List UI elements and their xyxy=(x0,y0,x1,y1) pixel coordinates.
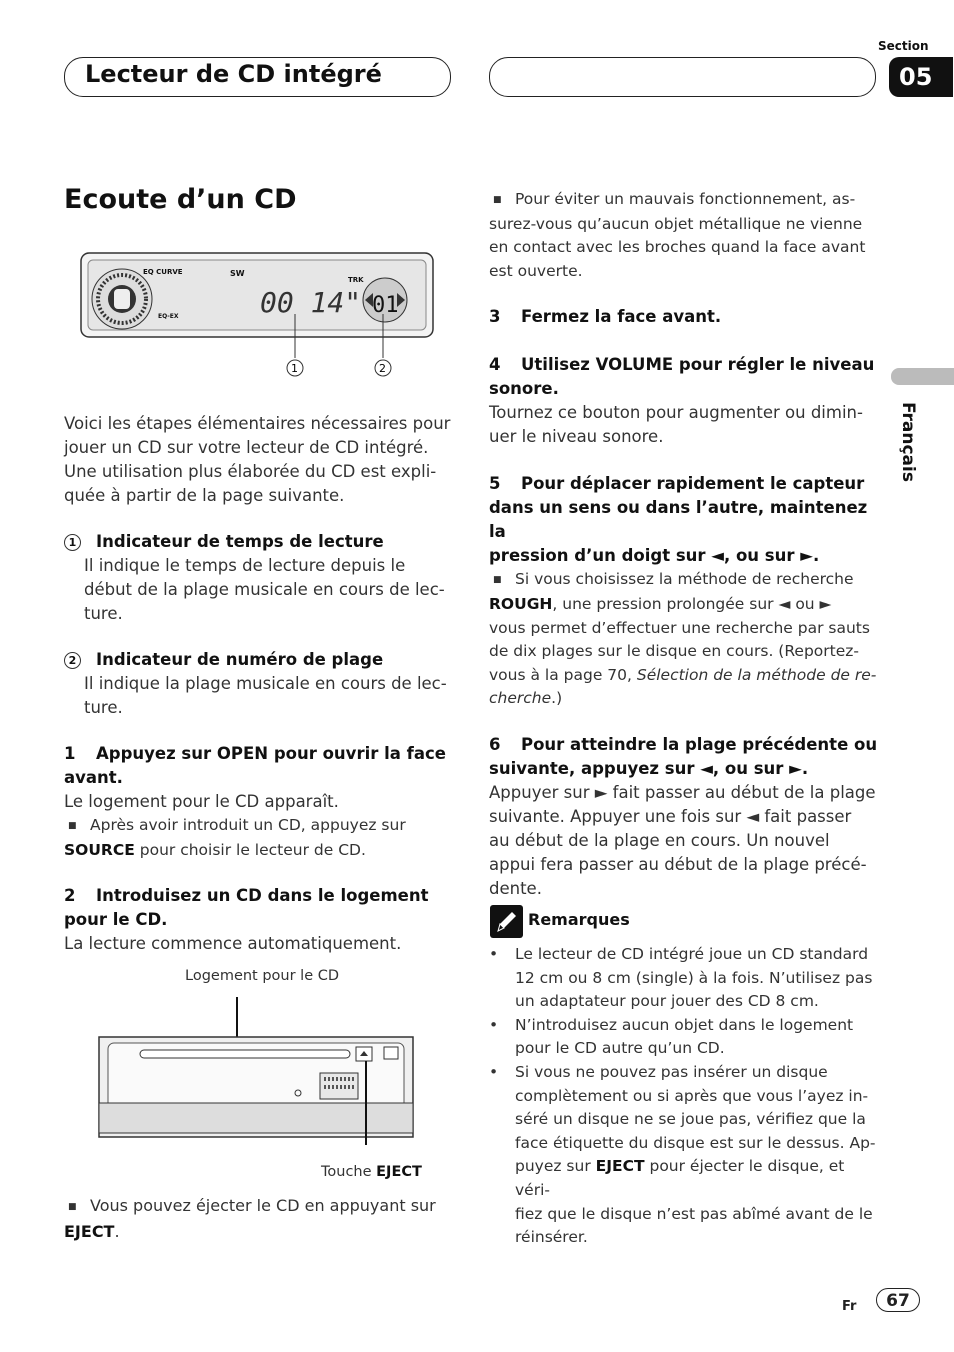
cd-display-illustration xyxy=(80,252,435,382)
step-5-note: vous à la page 70, Sélection de la méthode de re- xyxy=(489,665,877,684)
item-number-circle: 2 xyxy=(64,652,81,669)
eject-caption: Touche EJECT xyxy=(321,1164,422,1180)
callout-1: 1 xyxy=(291,362,298,375)
step-6-body: suivante. Appuyer une fois sur ◄ fait passer xyxy=(489,806,852,826)
eq-curve-label: EQ CURVE xyxy=(143,268,183,276)
item-number-circle: 1 xyxy=(64,534,81,551)
warning-line: surez-vous qu’aucun objet métallique ne vienne xyxy=(489,214,863,233)
item-2-body: ture. xyxy=(84,698,123,717)
step-4-body: uer le niveau sonore. xyxy=(489,427,664,447)
step-6-body: Appuyer sur ► fait passer au début de la plage xyxy=(489,782,876,802)
remark-item: • N’introduisez aucun objet dans le logement xyxy=(489,1015,854,1034)
item-1-body: ture. xyxy=(84,604,123,623)
left-column-text xyxy=(64,412,459,956)
chapter-title: Lecteur de CD intégré xyxy=(85,60,382,88)
warning-line: en contact avec les broches quand la face avant xyxy=(489,238,866,257)
section-number: 05 xyxy=(889,57,953,97)
right-column-text xyxy=(489,188,884,901)
section-label: Section xyxy=(878,39,929,53)
head-unit-illustration xyxy=(98,995,416,1145)
intro-line: quée à partir de la page suivante. xyxy=(64,486,345,505)
eq-knob-graphic xyxy=(92,269,152,329)
step-4-title: sonore. xyxy=(489,379,559,399)
step-3-title: 3 Fermez la face avant. xyxy=(489,307,722,327)
warning-line: ■ Pour éviter un mauvais fonctionnement, as- xyxy=(489,188,884,213)
page-heading: Ecoute d’un CD xyxy=(64,184,297,215)
header-empty-frame xyxy=(489,57,876,97)
step-5-note: cherche.) xyxy=(489,689,563,708)
remark-item: • Si vous ne pouvez pas insérer un disque xyxy=(489,1062,828,1081)
language-tab: Français xyxy=(898,402,918,482)
intro-line: Voici les étapes élémentaires nécessaires pour xyxy=(64,414,451,433)
step-4-title: 4 Utilisez VOLUME pour régler le niveau xyxy=(489,355,875,375)
step-6-title: 6 Pour atteindre la plage précédente ou xyxy=(489,734,878,754)
step-6-title: suivante, appuyez sur ◄, ou sur ►. xyxy=(489,758,809,778)
step-1-note: SOURCE pour choisir le lecteur de CD. xyxy=(64,840,366,859)
step-5-title: dans un sens ou dans l’autre, maintenez la xyxy=(489,498,868,542)
step-1-note: ■ Après avoir introduit un CD, appuyez sur xyxy=(64,814,459,839)
intro-line: jouer un CD sur votre lecteur de CD intégré. xyxy=(64,438,429,457)
callout-2: 2 xyxy=(379,362,386,375)
step-1-body: Le logement pour le CD apparaît. xyxy=(64,792,339,811)
step-1-title: 1 Appuyez sur OPEN pour ouvrir la face xyxy=(64,744,446,763)
footer-lang: Fr xyxy=(842,1299,857,1314)
step-5-title: pression d’un doigt sur ◄, ou sur ►. xyxy=(489,546,820,566)
page-number: 67 xyxy=(876,1288,920,1312)
sw-label: SW xyxy=(230,269,245,278)
step-6-body: appui fera passer au début de la plage précé- xyxy=(489,854,867,874)
step-5-note: de dix plages sur le disque en cours. (Reportez- xyxy=(489,642,859,661)
step-5-note: ■ Si vous choisissez la méthode de recherche xyxy=(489,568,884,593)
step-5-note: ROUGH, une pression prolongée sur ◄ ou ► xyxy=(489,594,832,613)
language-tab-marker xyxy=(891,368,954,385)
trk-label: TRK xyxy=(348,276,364,284)
step-6-body: dente. xyxy=(489,878,542,898)
time-readout: 00 14" xyxy=(260,286,362,319)
warning-line: est ouverte. xyxy=(489,261,583,280)
cd-slot-caption: Logement pour le CD xyxy=(185,968,340,984)
step-1-title: avant. xyxy=(64,768,123,787)
step-4-body: Tournez ce bouton pour augmenter ou dimin- xyxy=(489,403,863,423)
step-2-title: 2 Introduisez un CD dans le logement xyxy=(64,886,429,906)
eject-note: ■ Vous pouvez éjecter le CD en appuyant sur EJECT. xyxy=(64,1194,459,1243)
step-5-title: 5 Pour déplacer rapidement le capteur xyxy=(489,474,865,494)
step-2-body: La lecture commence automatiquement. xyxy=(64,934,402,954)
track-readout: 01 xyxy=(372,293,399,318)
eq-ex-label: EQ-EX xyxy=(158,313,179,320)
item-1-body: Il indique le temps de lecture depuis le xyxy=(84,556,406,575)
item-1-title: 1 Indicateur de temps de lecture xyxy=(64,530,459,554)
step-5-note: vous permet d’effectuer une recherche par sauts xyxy=(489,618,870,637)
item-2-body: Il indique la plage musicale en cours de lec- xyxy=(84,674,447,693)
remarks-title: Remarques xyxy=(528,910,630,929)
step-6-body: au début de la plage en cours. Un nouvel xyxy=(489,830,830,850)
remark-item: • Le lecteur de CD intégré joue un CD standard xyxy=(489,945,869,963)
remarks-list: • Le lecteur de CD intégré joue un CD standard 12 cm ou 8 cm (single) à la fois. N’utilisez pas un adaptateur pour jouer des CD 8 cm. • N’introduisez aucun objet dans le logement pour le CD autre qu’un CD. • Si vous ne pouvez pas insérer un disque complètement ou si après que vous l’ayez in- séré un disque ne se joue pas, vérifiez que la face étiquette du disque est sur le dessus. Ap- puyez sur EJECT pour éjecter le disque, et véri- fiez que le disque n’est pas abîmé avant de le réinsérer. xyxy=(489,943,884,1250)
item-2-title: 2 Indicateur de numéro de plage xyxy=(64,648,459,672)
item-1-body: début de la plage musicale en cours de lec- xyxy=(84,580,445,599)
step-2-title: pour le CD. xyxy=(64,910,168,930)
intro-line: Une utilisation plus élaborée du CD est expli- xyxy=(64,462,437,481)
pencil-note-icon xyxy=(490,905,523,938)
